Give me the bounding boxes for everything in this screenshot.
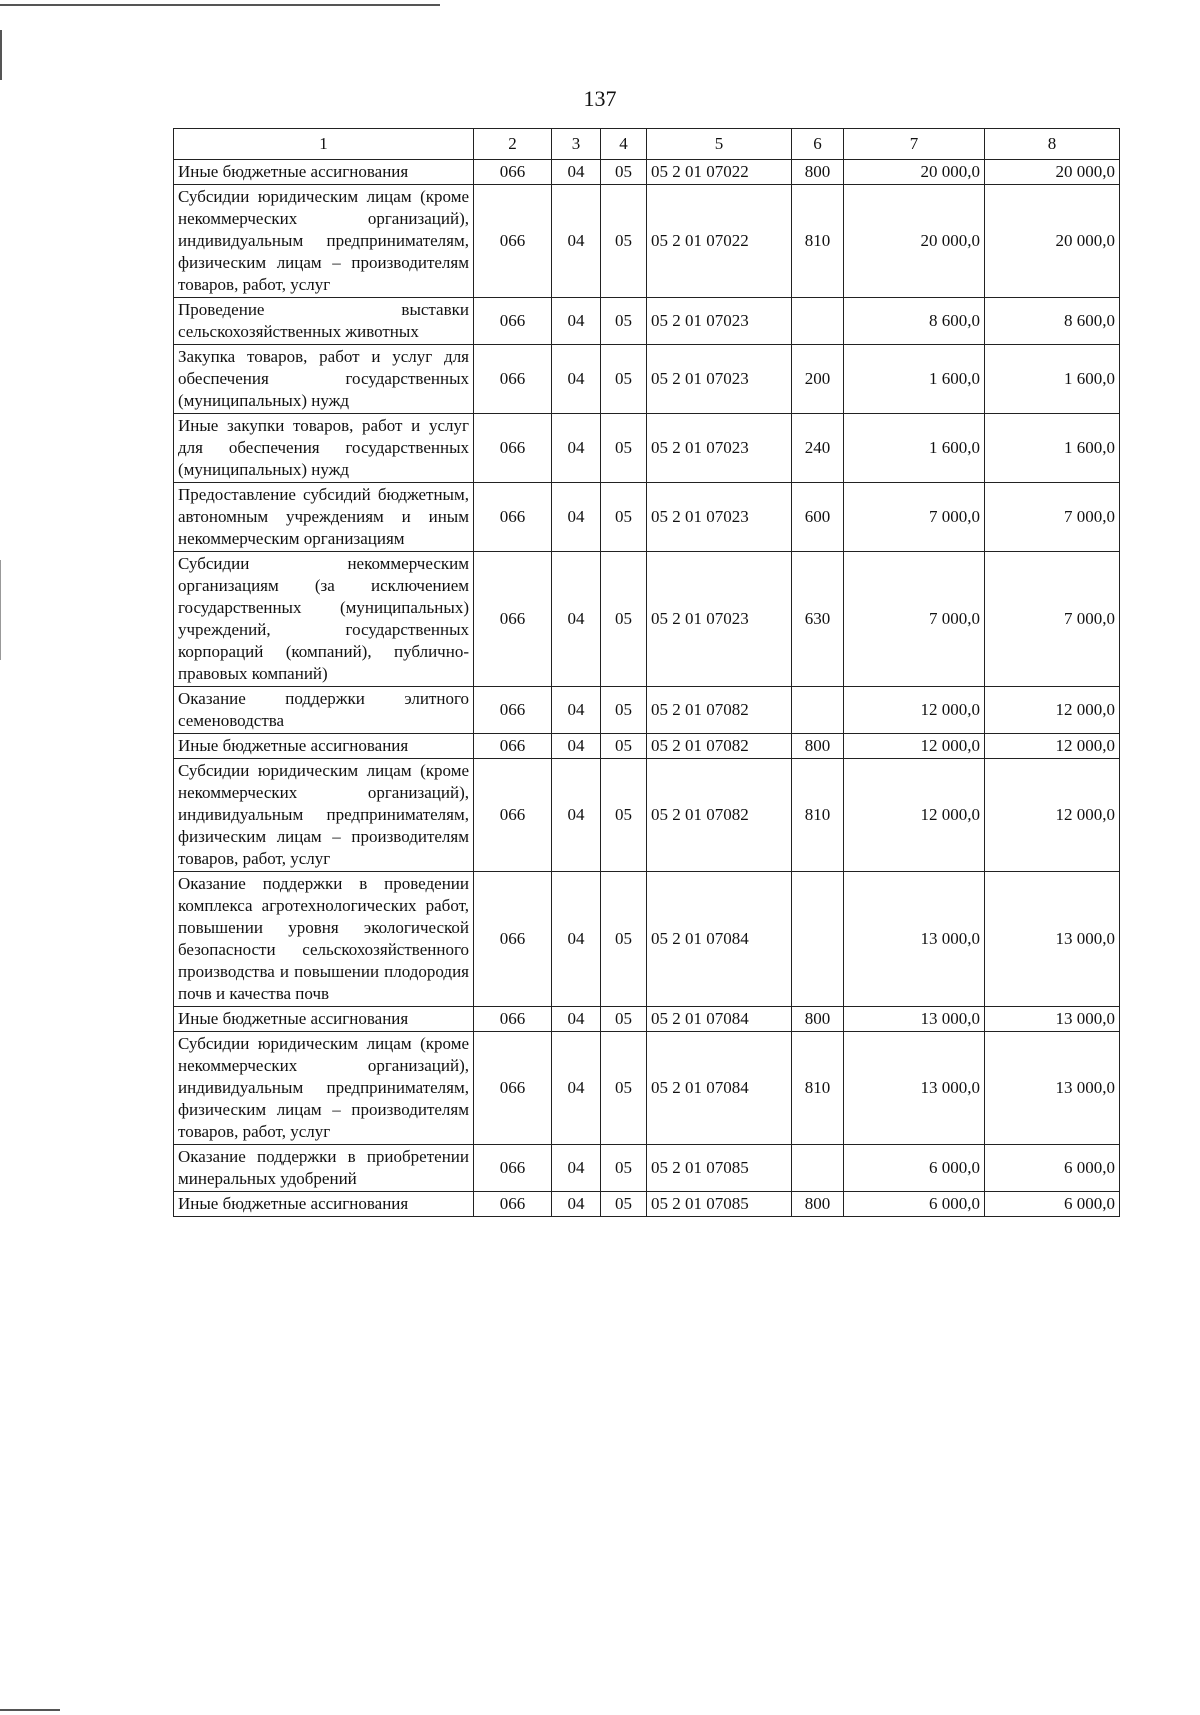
cell-item-name: Иные бюджетные ассигнования [174,160,474,185]
cell-subsection: 05 [601,734,647,759]
cell-admin-code: 066 [474,185,552,298]
cell-amount-year-1: 6 000,0 [844,1192,985,1217]
cell-expense-type [792,687,844,734]
cell-admin-code: 066 [474,1145,552,1192]
cell-expense-type: 810 [792,1032,844,1145]
cell-section: 04 [552,1032,601,1145]
table-row [174,298,1120,345]
cell-target-article: 05 2 01 07023 [647,414,792,483]
cell-amount-year-2: 20 000,0 [985,160,1120,185]
cell-section: 04 [552,872,601,1007]
cell-section: 04 [552,483,601,552]
cell-amount-year-1: 1 600,0 [844,345,985,414]
cell-item-name: Субсидии юридическим лицам (кроме некоммерческих организаций), индивидуальным предпринимателям, физическим лицам – производителям товаров, работ, услуг [174,759,474,872]
cell-item-name: Оказание поддержки в проведении комплекса агротехнологических работ, повышении уровня экологической безопасности сельскохозяйственного производства и повышении плодородия почв и качества почв [174,872,474,1007]
cell-target-article: 05 2 01 07084 [647,1032,792,1145]
cell-item-name: Оказание поддержки элитного семеноводства [174,687,474,734]
cell-amount-year-2: 7 000,0 [985,552,1120,687]
cell-amount-year-1: 13 000,0 [844,1007,985,1032]
column-header: 6 [792,129,844,160]
column-header: 8 [985,129,1120,160]
cell-amount-year-2: 6 000,0 [985,1145,1120,1192]
cell-target-article: 05 2 01 07022 [647,185,792,298]
cell-subsection: 05 [601,1007,647,1032]
cell-expense-type: 800 [792,1192,844,1217]
cell-amount-year-2: 6 000,0 [985,1192,1120,1217]
cell-target-article: 05 2 01 07023 [647,552,792,687]
cell-item-name: Оказание поддержки в приобретении минеральных удобрений [174,1145,474,1192]
cell-section: 04 [552,734,601,759]
cell-subsection: 05 [601,483,647,552]
cell-target-article: 05 2 01 07084 [647,872,792,1007]
cell-target-article: 05 2 01 07023 [647,298,792,345]
table-row [174,483,1120,552]
cell-amount-year-2: 13 000,0 [985,1007,1120,1032]
cell-amount-year-2: 13 000,0 [985,1032,1120,1145]
table-row [174,1192,1120,1217]
scan-edge-top [0,4,440,6]
table-row [174,160,1120,185]
column-header: 4 [601,129,647,160]
cell-amount-year-1: 7 000,0 [844,552,985,687]
cell-admin-code: 066 [474,483,552,552]
cell-admin-code: 066 [474,734,552,759]
cell-admin-code: 066 [474,1192,552,1217]
cell-item-name: Предоставление субсидий бюджетным, автономным учреждениям и иным некоммерческим организациям [174,483,474,552]
scan-edge-bottom [0,1709,60,1711]
cell-target-article: 05 2 01 07084 [647,1007,792,1032]
cell-amount-year-1: 8 600,0 [844,298,985,345]
cell-item-name: Иные закупки товаров, работ и услуг для обеспечения государственных (муниципальных) нужд [174,414,474,483]
cell-admin-code: 066 [474,1032,552,1145]
table-row [174,759,1120,872]
cell-expense-type: 800 [792,1007,844,1032]
cell-target-article: 05 2 01 07022 [647,160,792,185]
cell-expense-type: 810 [792,759,844,872]
cell-subsection: 05 [601,1032,647,1145]
cell-amount-year-1: 20 000,0 [844,185,985,298]
cell-item-name: Субсидии юридическим лицам (кроме некоммерческих организаций), индивидуальным предпринимателям, физическим лицам – производителям товаров, работ, услуг [174,1032,474,1145]
cell-expense-type: 200 [792,345,844,414]
cell-amount-year-1: 12 000,0 [844,734,985,759]
cell-expense-type: 630 [792,552,844,687]
cell-admin-code: 066 [474,759,552,872]
cell-subsection: 05 [601,414,647,483]
cell-subsection: 05 [601,759,647,872]
cell-subsection: 05 [601,1145,647,1192]
table-row [174,734,1120,759]
cell-subsection: 05 [601,687,647,734]
table-row [174,872,1120,1007]
cell-target-article: 05 2 01 07085 [647,1192,792,1217]
table-row [174,552,1120,687]
cell-admin-code: 066 [474,1007,552,1032]
cell-expense-type [792,1145,844,1192]
cell-item-name: Иные бюджетные ассигнования [174,1192,474,1217]
cell-subsection: 05 [601,1192,647,1217]
cell-item-name: Иные бюджетные ассигнования [174,1007,474,1032]
cell-amount-year-1: 12 000,0 [844,687,985,734]
cell-section: 04 [552,759,601,872]
column-header: 1 [174,129,474,160]
cell-section: 04 [552,185,601,298]
cell-amount-year-1: 13 000,0 [844,872,985,1007]
cell-expense-type: 600 [792,483,844,552]
cell-amount-year-1: 7 000,0 [844,483,985,552]
cell-section: 04 [552,298,601,345]
cell-section: 04 [552,414,601,483]
cell-amount-year-1: 12 000,0 [844,759,985,872]
cell-item-name: Иные бюджетные ассигнования [174,734,474,759]
cell-subsection: 05 [601,298,647,345]
cell-expense-type [792,872,844,1007]
cell-admin-code: 066 [474,298,552,345]
cell-amount-year-2: 13 000,0 [985,872,1120,1007]
cell-subsection: 05 [601,185,647,298]
cell-amount-year-2: 7 000,0 [985,483,1120,552]
cell-amount-year-1: 13 000,0 [844,1032,985,1145]
cell-amount-year-1: 20 000,0 [844,160,985,185]
cell-subsection: 05 [601,345,647,414]
cell-section: 04 [552,687,601,734]
table-row [174,185,1120,298]
cell-target-article: 05 2 01 07023 [647,483,792,552]
cell-expense-type: 800 [792,160,844,185]
table-row [174,1032,1120,1145]
column-header: 5 [647,129,792,160]
cell-section: 04 [552,1007,601,1032]
cell-item-name: Субсидии некоммерческим организациям (за исключением государственных (муниципальных) учреждений, государственных корпораций (компаний), публично-правовых компаний) [174,552,474,687]
cell-subsection: 05 [601,552,647,687]
cell-amount-year-2: 20 000,0 [985,185,1120,298]
scan-edge-left-lower [0,560,1,660]
page-number: 137 [583,86,617,111]
cell-expense-type: 810 [792,185,844,298]
table-row [174,1145,1120,1192]
cell-target-article: 05 2 01 07082 [647,687,792,734]
cell-subsection: 05 [601,872,647,1007]
cell-admin-code: 066 [474,345,552,414]
column-header: 7 [844,129,985,160]
table-row [174,414,1120,483]
table-row [174,345,1120,414]
cell-section: 04 [552,160,601,185]
cell-expense-type: 800 [792,734,844,759]
cell-item-name: Проведение выставки сельскохозяйственных животных [174,298,474,345]
column-header: 3 [552,129,601,160]
cell-admin-code: 066 [474,552,552,687]
cell-admin-code: 066 [474,160,552,185]
cell-amount-year-2: 1 600,0 [985,345,1120,414]
cell-amount-year-2: 12 000,0 [985,687,1120,734]
cell-amount-year-2: 1 600,0 [985,414,1120,483]
cell-admin-code: 066 [474,414,552,483]
scan-edge-left [0,30,2,80]
cell-expense-type: 240 [792,414,844,483]
cell-section: 04 [552,1145,601,1192]
cell-item-name: Субсидии юридическим лицам (кроме некоммерческих организаций), индивидуальным предпринимателям, физическим лицам – производителям товаров, работ, услуг [174,185,474,298]
cell-item-name: Закупка товаров, работ и услуг для обеспечения государственных (муниципальных) нужд [174,345,474,414]
cell-amount-year-2: 12 000,0 [985,734,1120,759]
cell-admin-code: 066 [474,872,552,1007]
cell-target-article: 05 2 01 07082 [647,759,792,872]
cell-target-article: 05 2 01 07082 [647,734,792,759]
cell-amount-year-2: 8 600,0 [985,298,1120,345]
table-header-row [174,129,1120,160]
cell-amount-year-1: 1 600,0 [844,414,985,483]
cell-section: 04 [552,345,601,414]
cell-target-article: 05 2 01 07023 [647,345,792,414]
table-row [174,687,1120,734]
cell-amount-year-1: 6 000,0 [844,1145,985,1192]
cell-section: 04 [552,552,601,687]
cell-subsection: 05 [601,160,647,185]
cell-target-article: 05 2 01 07085 [647,1145,792,1192]
cell-section: 04 [552,1192,601,1217]
column-header: 2 [474,129,552,160]
cell-amount-year-2: 12 000,0 [985,759,1120,872]
cell-expense-type [792,298,844,345]
budget-table [173,128,1120,1217]
cell-admin-code: 066 [474,687,552,734]
table-row [174,1007,1120,1032]
